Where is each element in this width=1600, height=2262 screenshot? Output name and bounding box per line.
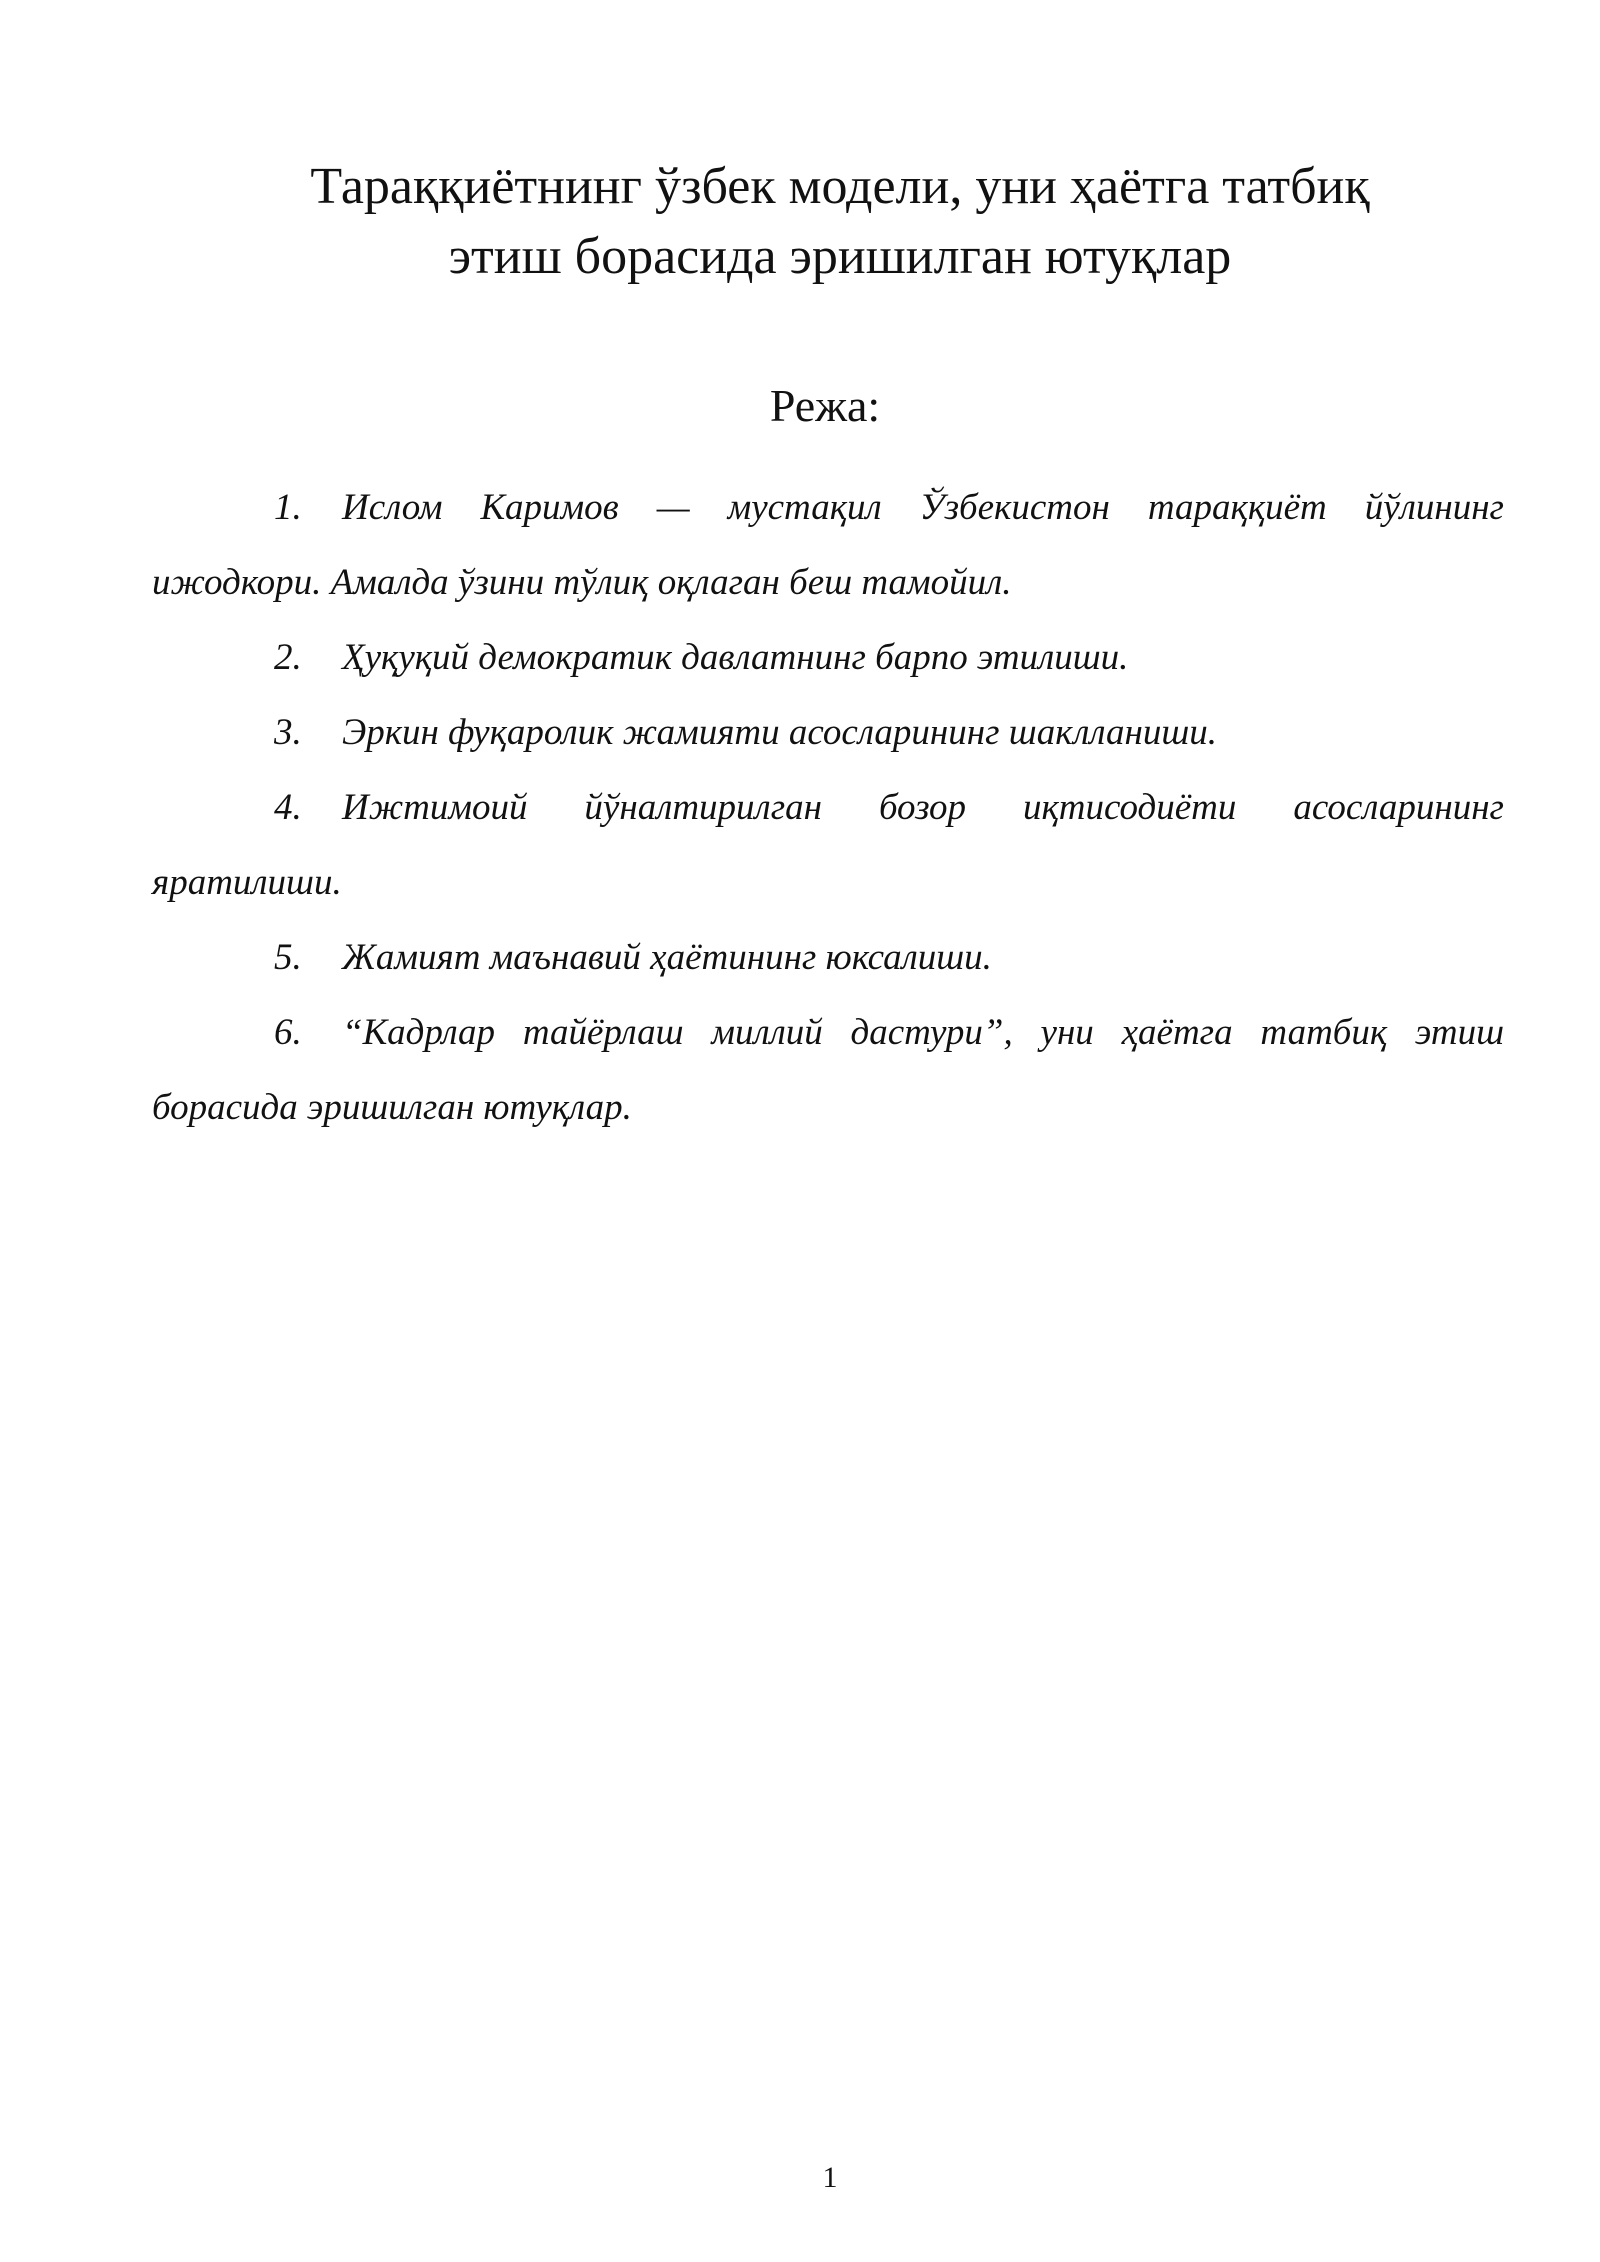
plan-item-2	[152, 620, 1504, 695]
plan-item-text: “Кадрлар тайёрлаш миллий дастури”, уни ҳаётга татбиқ этиш борасида эришилган ютуқлар.	[152, 1012, 1504, 1128]
plan-item-number: 6.	[274, 1012, 302, 1053]
plan-item-text: Ижтимоий йўналтирилган бозор иқтисодиёти асосларининг яратилиши.	[152, 787, 1504, 903]
plan-item-5	[152, 920, 1504, 995]
title-line-2: этиш борасида эришилган ютуқлар	[448, 228, 1232, 285]
plan-item-text: Жамият маънавий ҳаётининг юксалиши.	[342, 937, 992, 978]
plan-item-text: Ислом Каримов — мустақил Ўзбекистон тараққиёт йўлининг ижодкори. Амалда ўзини тўлиқ оқлаган беш тамойил.	[152, 487, 1504, 603]
plan-item-text: Ҳуқуқий демократик давлатнинг барпо этилиши.	[342, 637, 1129, 678]
title-line-1: Тараққиётнинг ўзбек модели, уни ҳаётга татбиқ	[310, 158, 1370, 215]
plan-item-number: 1.	[274, 487, 302, 528]
page-number: 1	[822, 2161, 838, 2194]
plan-item-1	[152, 470, 1504, 620]
plan-item-text: Эркин фуқаролик жамияти асосларининг шаклланиши.	[342, 712, 1218, 753]
plan-item-6	[152, 995, 1504, 1145]
plan-item-4	[152, 770, 1504, 920]
plan-item-number: 2.	[274, 637, 302, 678]
plan-item-3	[152, 695, 1504, 770]
plan-item-number: 5.	[274, 937, 302, 978]
plan-list	[152, 470, 1504, 1145]
plan-item-number: 3.	[274, 712, 302, 753]
plan-heading: Режа:	[769, 380, 881, 431]
plan-item-number: 4.	[274, 787, 302, 828]
document-title	[150, 152, 1530, 292]
